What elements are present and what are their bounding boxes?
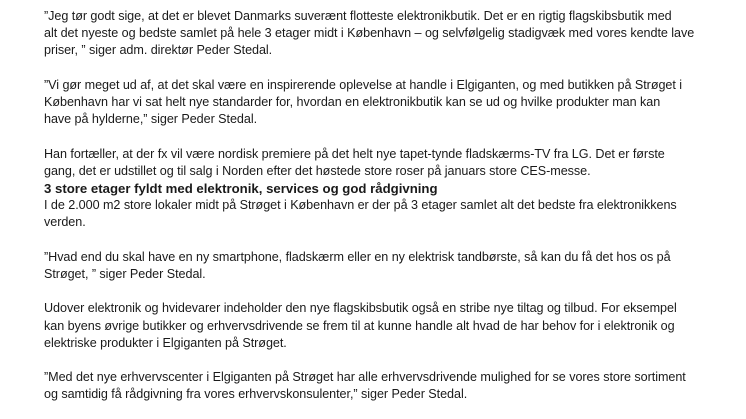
section-heading: 3 store etager fyldt med elektronik, services og god rådgivning [44,181,438,196]
paragraph-quote-smartphone [44,249,704,283]
text-line: kan byens øvrige butikker og erhvervsdrivende se frem til at kunne handle alt hvad de har behov for i elektronik og [44,318,675,333]
text-line: ”Vi gør meget ud af, at det skal være en inspirerende oplevelse at handle i Elgiganten, og med butikken på Strøget i [44,77,683,92]
paragraph-quote-business-center [44,369,704,403]
document-body [44,0,704,404]
text-line: Strøget, ” siger Peder Stedal. [44,267,206,281]
paragraph-store-size [44,197,704,231]
paragraph-lg-premiere [44,146,704,180]
text-line: ”Med det nye erhvervscenter i Elgiganten på Strøget har alle erhvervsdrivende mulighed for se vores store sortiment [44,370,686,385]
text-line: alt det nyeste og bedste samlet på hele 3 etager midt i København – og selvfølgelig stadigvæk med vores kendte lave [44,26,695,41]
text-line: elektriske produkter i Elgiganten på Strøget. [44,335,287,350]
text-line: ”Jeg tør godt sige, at det er blevet Danmarks suverænt flotteste elektronikbutik. Det er en rigtig flagskibsbutik med [44,9,672,23]
text-line: I de 2.000 m2 store lokaler midt på Strøget i København er der på 3 etager samlet alt det bedste fra elektronikkens [44,198,677,213]
text-line: gang, det er udstillet og til salg i Norden efter det høstede store roser på januars store CES-messe. [44,163,591,178]
text-line: verden. [44,215,86,230]
text-line: Han fortæller, at der fx vil være nordisk premiere på det helt nye tapet-tynde fladskærms-TV fra LG. Det er første [44,146,665,161]
paragraph-quote-ceo [44,8,704,60]
top-spacer [44,0,704,8]
text-line: have på hylderne,” siger Peder Stedal. [44,112,258,127]
text-line: priser, ” siger adm. direktør Peder Stedal. [44,43,273,58]
text-line: København har vi sat helt nye standarder for, hvordan en elektronikbutik kan se ud og hvilke produkter man kan [44,95,661,109]
paragraph-new-initiatives [44,300,704,352]
text-line: Udover elektronik og hvidevarer indeholder den nye flagskibsbutik også en stribe nye tiltag og tilbud. For eksempel [44,301,677,316]
paragraph-quote-inspiration [44,77,704,129]
text-line: og samtidig få rådgivning fra vores erhvervskonsulenter,” siger Peder Stedal. [44,387,468,402]
text-line: ”Hvad end du skal have en ny smartphone, fladskærm eller en ny elektrisk tandbørste, så kan du få det hos os på [44,249,671,264]
